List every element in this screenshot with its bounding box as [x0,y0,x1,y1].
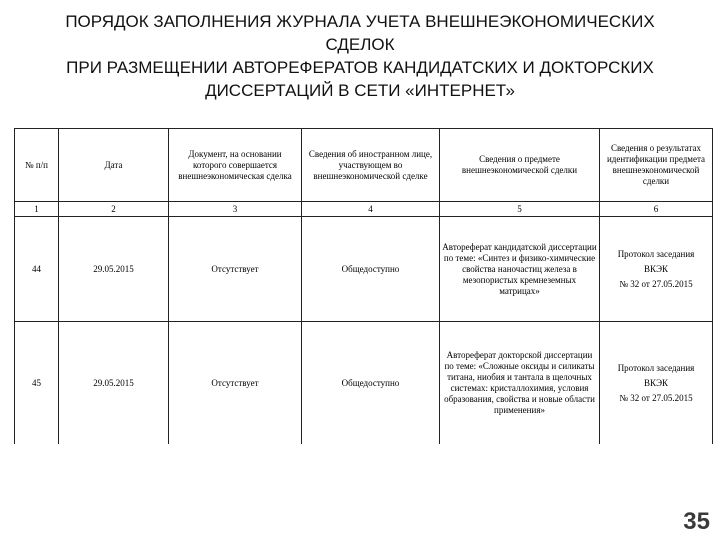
result-line: ВКЭК [643,263,669,274]
table-row [15,322,713,445]
column-number: 1 [15,202,59,217]
column-number: 3 [169,202,302,217]
result-line: № 32 от 27.05.2015 [619,278,693,289]
column-number: 6 [600,202,713,217]
column-number-row [15,202,713,217]
result-line: Протокол заседания [617,248,695,259]
cell-result [600,217,713,322]
cell-foreign-party: Общедоступно [302,217,440,322]
title-line: СДЕЛОК [325,35,395,54]
header-cell-date: Дата [59,129,169,202]
result-line: № 32 от 27.05.2015 [619,392,693,403]
header-cell-number: № п/п [15,129,59,202]
cell-subject: Автореферат кандидатской диссертации по теме: «Синтез и физико-химические свойства наночастиц железа в мезопористых кремнеземных матрицах» [440,217,600,322]
cell-subject: Автореферат докторской диссертации по теме: «Сложные оксиды и силикаты титана, ниобия и тантала в щелочных системах: кристаллохимия, условия образования, свойства и новые области применения» [440,322,600,445]
title-line: ДИССЕРТАЦИЙ В СЕТИ «ИНТЕРНЕТ» [205,81,515,100]
cell-number: 44 [15,217,59,322]
table-row [15,217,713,322]
journal-table [14,128,713,444]
header-cell-document: Документ, на основании которого совершается внешнеэкономическая сделка [169,129,302,202]
header-cell-foreign-party: Сведения об иностранном лице, участвующем во внешнеэкономической сделке [302,129,440,202]
cell-date: 29.05.2015 [59,322,169,445]
header-cell-subject: Сведения о предмете внешнеэкономической сделки [440,129,600,202]
title-line: ПОРЯДОК ЗАПОЛНЕНИЯ ЖУРНАЛА УЧЕТА ВНЕШНЕЭКОНОМИЧЕСКИХ [65,12,655,31]
cell-document: Отсутствует [169,217,302,322]
table-header-row [15,129,713,202]
column-number: 4 [302,202,440,217]
column-number: 2 [59,202,169,217]
cell-document: Отсутствует [169,322,302,445]
cell-foreign-party: Общедоступно [302,322,440,445]
page-number: 35 [683,508,710,535]
page-title [20,10,700,102]
header-cell-result: Сведения о результатах идентификации предмета внешнеэкономической сделки [600,129,713,202]
title-line: ПРИ РАЗМЕЩЕНИИ АВТОРЕФЕРАТОВ КАНДИДАТСКИХ И ДОКТОРСКИХ [66,58,654,77]
result-line: Протокол заседания [617,362,695,373]
cell-number: 45 [15,322,59,445]
result-line: ВКЭК [643,377,669,388]
column-number: 5 [440,202,600,217]
cell-date: 29.05.2015 [59,217,169,322]
cell-result [600,322,713,445]
